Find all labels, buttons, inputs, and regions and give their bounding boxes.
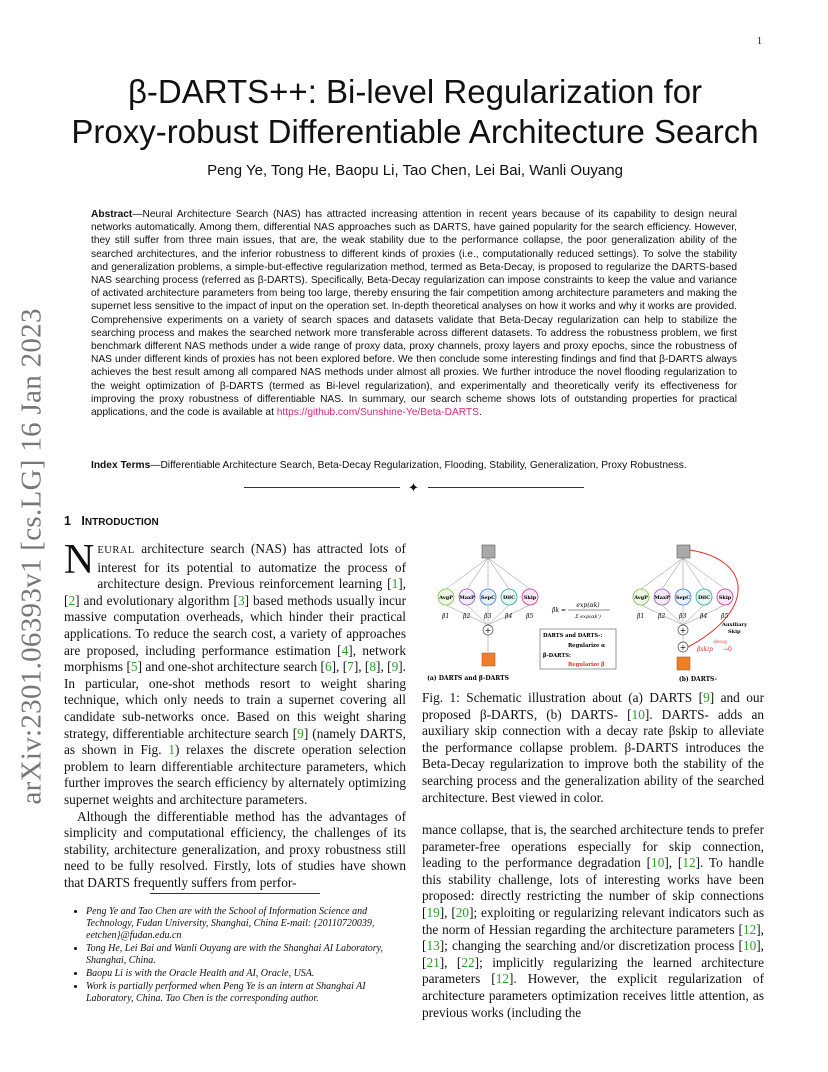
arxiv-sidebar: arXiv:2301.06393v1 [cs.LG] 16 Jan 2023 — [15, 308, 48, 805]
text: ], [ — [664, 855, 683, 871]
section-number: 1 — [64, 514, 71, 528]
section-heading — [64, 514, 159, 528]
authors: Peng Ye, Tong He, Baopu Li, Tao Chen, Lei Bai, Wanli Ouyang — [207, 162, 623, 179]
citation[interactable]: 3 — [237, 592, 245, 608]
box-line-3: β-DARTS: — [543, 653, 571, 659]
figure-caption — [422, 690, 764, 806]
beta-label: β3 — [679, 613, 687, 620]
citation[interactable]: 10 — [651, 855, 665, 871]
op-label: DilC — [697, 595, 711, 601]
text: ]; implicitly regularizing the learned architecture parameters [ — [422, 954, 764, 987]
abstract-label: Abstract — [91, 209, 133, 220]
plus-icon: + — [679, 643, 687, 652]
citation[interactable]: 1 — [391, 576, 399, 592]
citation[interactable]: 20 — [455, 904, 470, 920]
op-label: Skip — [718, 595, 732, 601]
ops-a — [438, 589, 538, 605]
input-node-a — [482, 545, 495, 558]
op-label: MaxP — [654, 595, 670, 601]
index-terms-text: —Differentiable Architecture Search, Beta-Decay Regularization, Flooding, Stability, Generalization, Proxy Robustness. — [150, 460, 687, 471]
citation[interactable]: 8 — [369, 659, 377, 675]
arrow-zero: →0 — [723, 646, 732, 653]
edges-b — [641, 558, 725, 653]
box-line-4: Regularize β — [568, 662, 605, 668]
citation[interactable]: 10 — [742, 938, 757, 954]
beta-label: β2 — [658, 613, 666, 620]
beta-label: β1 — [637, 613, 645, 620]
box-line-1: DARTS and DARTS-: — [543, 633, 603, 639]
betas-b — [636, 613, 728, 620]
citation[interactable]: 6 — [324, 659, 332, 675]
footnote-item: • Tong He, Lei Bai and Wanli Ouyang are with the Shanghai AI Laboratory, Shanghai, China. — [86, 943, 406, 967]
paper-title — [60, 72, 770, 152]
text: mance collapse, that is, the searched architecture tends to prefer parameter-free operations especially for skip connection, leading to the performance degradation [ — [422, 822, 764, 871]
citation[interactable]: 12 — [682, 855, 696, 871]
citation[interactable]: 12 — [495, 971, 509, 987]
index-terms-label: Index Terms — [91, 460, 151, 471]
text: ] and one-shot architecture search [ — [137, 659, 325, 675]
figure-ref[interactable]: 1 — [168, 742, 175, 758]
beta-label: β2 — [463, 613, 471, 620]
diamond-ornament: ✦ — [408, 480, 419, 495]
text: architecture search (NAS) has attracted lots of interest for its potential to automatize the process of architecture design. Previous reinforcement learning [ — [97, 541, 406, 592]
op-label: Skip — [523, 595, 537, 601]
title-line-2: Proxy-robust Differentiable Architecture Search — [71, 113, 759, 150]
op-label: MaxP — [459, 595, 475, 601]
citation[interactable]: 12 — [742, 921, 757, 937]
text: ], [ — [376, 659, 392, 675]
beta-label: β1 — [442, 613, 450, 620]
text: ]. To handle this stability challenge, lots of interesting works have been proposed: directly restricting the number of skip connections [ — [422, 855, 765, 920]
text: ], [ — [353, 659, 370, 675]
footnote-rule — [150, 893, 320, 894]
text: ], [ — [331, 659, 348, 675]
intro-paragraph-3 — [422, 822, 764, 1021]
beta-label: β4 — [700, 613, 708, 620]
op-label: SepC — [480, 595, 496, 601]
text: ]. However, the explicit regularization of architecture parameters optimization receives little attention, as previous works (including the — [422, 971, 765, 1020]
abstract-end: . — [478, 407, 482, 419]
page-number: 1 — [757, 36, 762, 47]
decay-label: decay — [714, 640, 728, 645]
caption-text: ]. DARTS- adds an auxiliary skip connection with a decay rate βskip to alleviate the performance collapse problem. β-DARTS introduces the Beta-Decay regularization to improve both the stability of the searching process and the generalization ability of the searched architecture. Best viewed in color. — [422, 706, 764, 805]
citation[interactable]: 22 — [461, 954, 475, 970]
text: ], [ — [439, 954, 462, 970]
divider-left — [244, 487, 400, 488]
formula-denominator: Σ exp(αk') — [575, 614, 601, 620]
abstract-text: —Neural Architecture Search (NAS) has attracted increasing attention in recent years because of its capability to design neural networks automatically. Among them, differential NAS approaches such as DARTS, have gained popularity for the search efficiency. However, they still suffer from three main issues, that are, the weak stability due to the performance collapse, the poor generalization ability of the searched architectures, and the inferior robustness to different kinds of proxies (i.e., computationally reduced settings). To solve the stability and generalization problems, a simple-but-effective regularization method, termed as Beta-Decay, is proposed to regularize the DARTS-based NAS searching process (referred as β-DARTS). Specifically, Beta-Decay regularization can impose constraints to keep the value and variance of activated architecture parameters from being too large, thereby ensuring the fair competition among architecture parameters and making the supernet less sensitive to the impact of input on the operation set. In-depth theoretical analyses on how it works and why it works are provided. Comprehensive experiments on a variety of search spaces and datasets validate that Beta-Decay regularization can help to stabilize the searching process and makes the searched network more transferable across different datasets. To address the robustness problem, we first benchmark different NAS methods under a wide range of proxy data, proxy channels, proxy layers and proxy epochs, since the robustness of NAS under different kinds of proxies has not been explored before. We then conclude some interesting findings and find that β-DARTS always achieves the best result among all compared NAS methods under almost all proxies. We further introduce the novel flooding regularization to the weight optimization of β-DARTS (termed as Bi-level regularization), and experimentally and theoretically verify its effectiveness for improving the proxy robustness of differentiable NAS. In summary, our search scheme shows lots of outstanding properties for practical applications, and the code is available at — [91, 209, 737, 419]
subcaption-b: (b) DARTS- — [678, 676, 718, 683]
intro-left-column — [64, 537, 407, 891]
caption-text: Fig. 1: Schematic illustration about (a) DARTS [ — [422, 690, 704, 705]
op-label: AvgP — [634, 595, 648, 601]
text: ], [ — [64, 576, 406, 608]
citation[interactable]: 9 — [391, 659, 399, 675]
beta-label: β4 — [505, 613, 513, 620]
text: ]. In particular, one-shot methods resort to weight sharing technique, which only needs to train a supernet covering all candidate sub-networks once. Based on this weight sharing strategy, differentiable architecture search [ — [64, 659, 406, 741]
drop-cap: N — [64, 537, 95, 583]
footnote-item: • Baopu Li is with the Oracle Health and AI, Oracle, USA. — [86, 968, 406, 980]
output-node-b — [677, 657, 690, 670]
index-terms — [91, 460, 737, 471]
footnote-item: • Peng Ye and Tao Chen are with the School of Information Science and Technology, Fudan University, Shanghai, China E-mail: {20110720039, eetchen}@fudan.edu.cn — [86, 906, 406, 942]
text: ) relaxes the discrete operation selection problem to learn differentiable architecture parameters, which further improves the search efficiency by alternately optimizing supernet weights and architecture parameters. — [64, 742, 406, 807]
citation[interactable]: 9 — [703, 690, 710, 705]
text: ], [ — [422, 921, 764, 954]
subcaption-a: (a) DARTS and β-DARTS — [427, 675, 509, 682]
citation[interactable]: 21 — [426, 954, 440, 970]
text: ] (namely DARTS, as shown in Fig. — [64, 725, 406, 758]
citation[interactable]: 7 — [347, 659, 354, 675]
intro-paragraph-2: Although the differentiable method has the advantages of simplicity and computational efficiency, the challenges of its stability, architecture generalization, and proxy robustness still need to be fully resolved. Firstly, lots of studies have shown that DARTS frequently suffers from perfor- — [64, 808, 406, 890]
aux-label: Auxiliary — [722, 622, 747, 628]
aux-label: Skip — [728, 629, 741, 635]
citation[interactable]: 13 — [426, 938, 440, 954]
citation[interactable]: 5 — [130, 659, 138, 675]
plus-icon: + — [679, 626, 687, 635]
beta-label: β3 — [484, 613, 492, 620]
box-line-2: Regularize α — [568, 643, 606, 649]
input-node-b — [677, 545, 690, 558]
section-title-rest: NTRODUCTION — [84, 517, 159, 528]
text: ], [ — [439, 904, 456, 920]
text: ], [ — [422, 938, 764, 970]
citation[interactable]: 2 — [68, 592, 76, 608]
citation[interactable]: 10 — [631, 706, 645, 722]
beta-skip-label: βskip — [697, 646, 713, 653]
divider-right — [428, 487, 584, 488]
intro-lead: EURAL — [97, 545, 135, 556]
text: ] based methods usually incur massive computation overheads, which hinder their practical applications. To reduce the search cost, a variety of approaches are proposed, including performance estimation [ — [64, 592, 406, 658]
output-node-a — [482, 653, 495, 666]
betas-a — [441, 613, 533, 620]
ops-b — [633, 589, 733, 605]
footnotes — [64, 906, 406, 1006]
figure-1 — [422, 540, 764, 685]
citation[interactable]: 9 — [297, 725, 304, 741]
text: ] and evolutionary algorithm [ — [75, 592, 238, 608]
op-label: DilC — [502, 595, 516, 601]
caption-text: ] and our proposed β-DARTS, (b) DARTS- [ — [422, 690, 765, 722]
intro-right-column — [422, 822, 764, 1021]
beta-label: β5 — [721, 613, 729, 620]
citation[interactable]: 19 — [426, 904, 440, 920]
text: ], network morphisms [ — [64, 642, 407, 675]
text: ]; exploiting or regularizing relevant indicators such as the norm of Hessian regarding the architecture parameters [ — [422, 904, 764, 937]
footnote-item: • Work is partially performed when Peng Ye is an intern at Shanghai AI Laboratory, China. Tao Chen is the corresponding author. — [86, 981, 406, 1005]
code-link[interactable]: https://github.com/Sunshine-Ye/Beta-DARTS — [276, 407, 479, 419]
formula-lhs: βk = — [552, 607, 567, 614]
intro-paragraph-1 — [64, 537, 407, 809]
op-label: SepC — [675, 595, 691, 601]
beta-label: β5 — [526, 613, 534, 620]
plus-icon: + — [484, 626, 492, 635]
citation[interactable]: 4 — [341, 642, 349, 658]
abstract — [91, 208, 737, 419]
text: ]; changing the searching and/or discretization process [ — [439, 938, 743, 954]
title-line-1: β-DARTS++: Bi-level Regularization for — [127, 73, 703, 110]
op-label: AvgP — [439, 595, 453, 601]
formula-numerator: exp(αk) — [576, 602, 600, 609]
section-title-initial: I — [81, 514, 85, 528]
